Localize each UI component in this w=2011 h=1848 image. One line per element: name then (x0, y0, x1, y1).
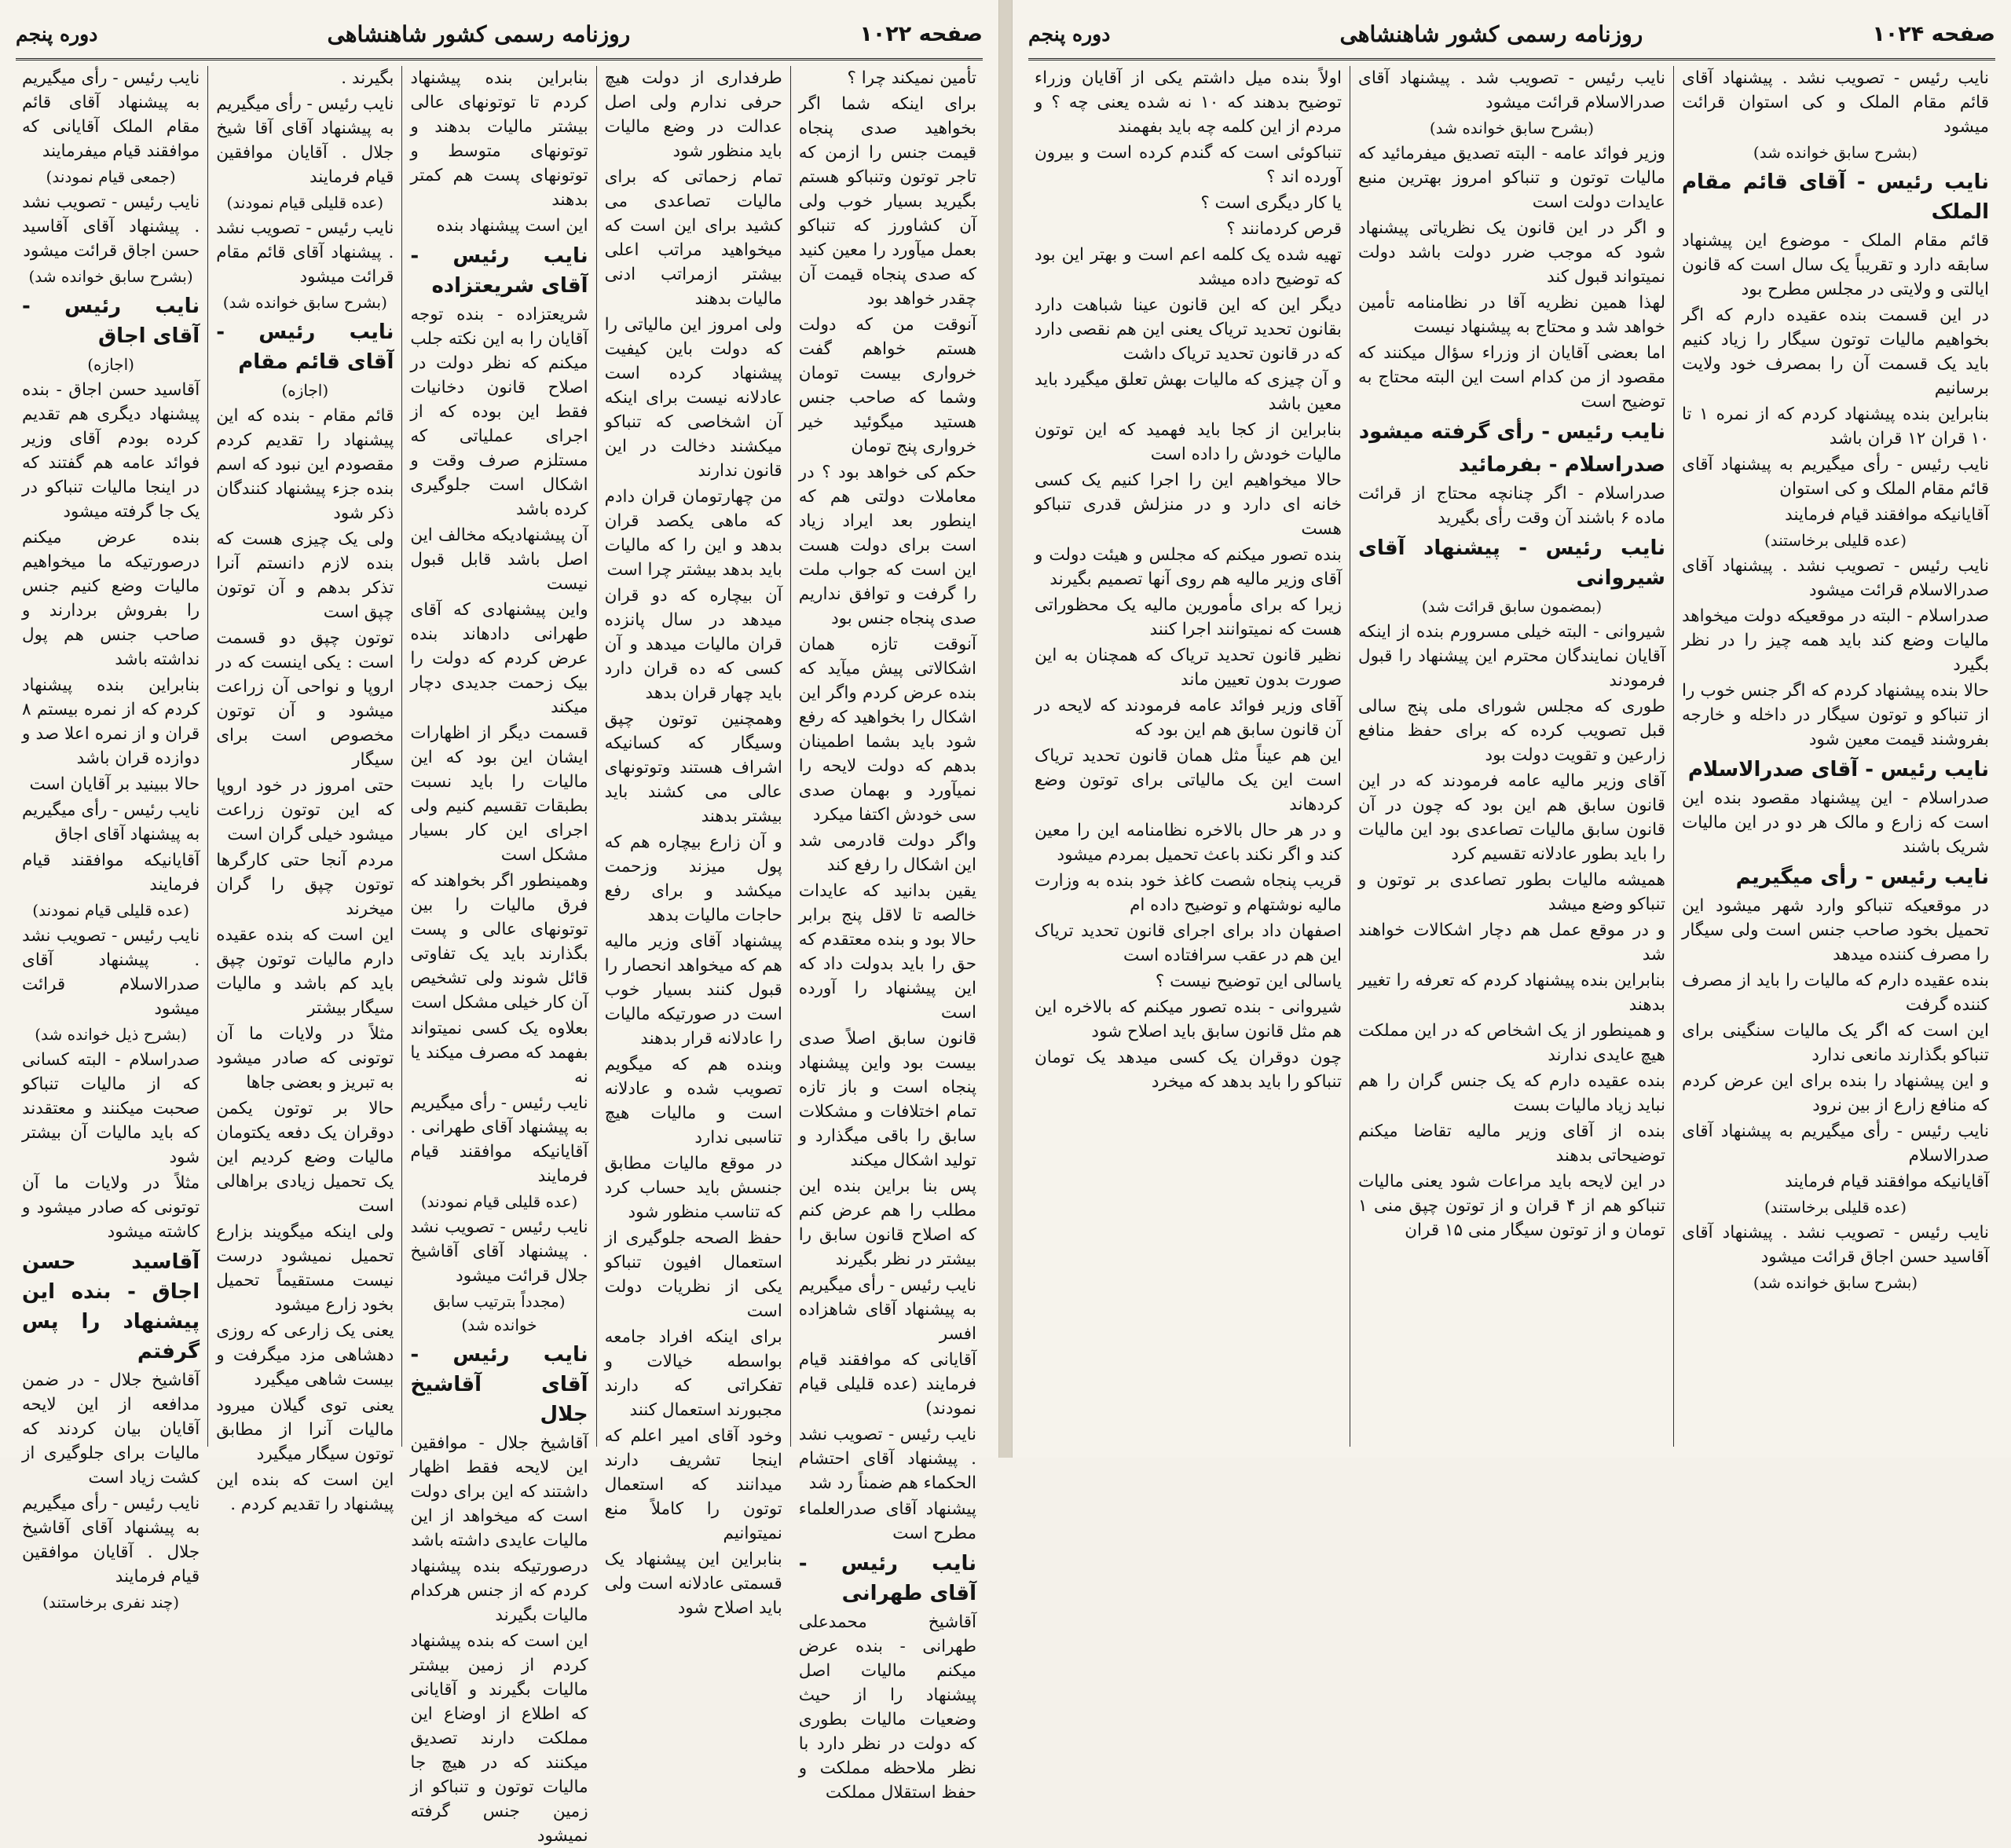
paragraph: حکم کی خواهد بود ؟ در معاملات دولتی هم که اینطور بعد ایراد زیاد است برای دولت هست این است که جواب ملت را گرفت و توافق نداریم صدی پنجاه جنس بود (798, 463, 976, 628)
paragraph: نایب رئیس - تصویب نشد . پیشنهاد آقای صدرالاسلام قرائت میشود (1682, 556, 1989, 600)
paragraph: وزیر فوائد عامه - البته تصدیق میفرمائید که مالیات توتون و تنباکو امروز بهترین منبع عایدات دولت است (1358, 144, 1665, 212)
text-column (790, 66, 984, 1802)
paragraph: یقین بدانید که عایدات خالصه تا لاقل پنج برابر حالا بود و بنده معتقدم که حق را باید بدولت داد که این پیشنهاد را آورده است (798, 881, 976, 1023)
paragraph: آنوقت من که دولت هستم خواهم گفت خرواری بیست تومان وشما که صاحب جنس هستید میگوئید خیر خرواری پنج تومان (798, 315, 976, 456)
speaker-line: نایب رئیس - پیشنهاد آقای شیروانی (1358, 536, 1665, 590)
paragraph: طرفداری از دولت هیچ حرفی ندارم ولی اصل عدالت در وضع مالیات باید منظور شود (604, 68, 782, 161)
procedural-note: (عده قلیلی برخاستند) (1764, 531, 1907, 550)
paragraph: توتون چپق دو قسمت است : یکی اینست که در اروپا و نواحی آن زراعت میشود و آن توتون مخصوص است برای سیگار (216, 628, 394, 770)
paragraph: ولی یک چیزی هست که بنده لازم دانستم آنرا تذکر بدهم و آن توتون چپق است (216, 529, 394, 622)
paragraph: پیشنهاد آقای صدرالعلماء مطرح است (798, 1499, 976, 1543)
procedural-note: (مجدداً بترتیب سابق خوانده شد) (433, 1292, 566, 1334)
paragraph: وبنده هم که میگویم تصویب شده و عادلانه است و مالیات هیچ تناسبی ندارد (604, 1055, 782, 1147)
text-column (1673, 66, 1997, 1447)
text-column (596, 66, 790, 1618)
paragraph: نایب رئیس - رأی میگیریم به پیشنهاد آقای اجاق (21, 800, 200, 844)
paragraph: و در هر حال بالاخره نظامنامه این را معین کند و اگر نکند باعث تحمیل بمردم میشود (1035, 821, 1342, 865)
paragraph: و اگر در این قانون یک نظریاتی پیشنهاد شود که موجب ضرر دولت باشد دولت نمیتواند قبول کند (1358, 218, 1665, 287)
paragraph: نایب رئیس - تصویب نشد . پیشنهاد آقای آقاسید حسن اجاق قرائت میشود (1682, 1223, 1989, 1267)
paragraph: قسمت دیگر از اظهارات ایشان این بود که این مالیات را باید نسبت بطبقات تقسیم کنیم ولی اجرای این کار بسیار مشکل است (410, 723, 588, 865)
paragraph: لهذا همین نظریه آقا در نظامنامه تأمین خواهد شد و محتاج به پیشنهاد نیست (1358, 293, 1665, 337)
newspaper-title: روزنامه رسمی کشور شاهنشاهی (327, 20, 631, 47)
page-number: صفحه ۱۰۲۲ (859, 21, 983, 46)
paragraph: نایب رئیس - رأی میگیریم به پیشنهاد آقای طهرانی . آقایانیکه موافقند قیام فرمایند (410, 1093, 588, 1186)
paragraph: بنابراین بنده پیشنهاد کردم تا توتونهای عالی بیشتر مالیات بدهند و توتونهای متوسط و توتونهای پست هم کمتر بدهند (410, 68, 588, 210)
paragraph: قانون سابق اصلاً صدی بیست بود واین پیشنهاد پنجاه است و باز تازه تمام اختلافات و مشکلات سابق را باقی میگذارد و تولید اشکال میکند (798, 1029, 976, 1170)
paragraph: یا کار دیگری است ؟ (1200, 193, 1342, 213)
paragraph: واگر دولت قادرمی شد این اشکال را رفع کند (798, 831, 976, 875)
paragraph: وهمینطور اگر بخواهند که فرق مالیات را بین توتونهای عالی و پست بگذارند باید یک تفاوتی قائل شوند ولی تشخیص آن کار خیلی مشکل است (410, 871, 588, 1012)
paragraph: صدراسلام - اگر چنانچه محتاج از قرائت ماده ۶ باشند آن وقت رأی بگیرید (1358, 484, 1665, 528)
procedural-note: (اجازه) (281, 381, 329, 400)
paragraph: نایب رئیس - تصویب نشد . پیشنهاد آقای احتشام الحکماء هم ضمناً رد شد (798, 1425, 976, 1493)
paragraph: بگیرند . (341, 68, 394, 88)
paragraph: بنابراین بنده پیشنهاد کردم که از نمره ۱ تا ۱۰ قران ۱۲ قران باشد (1682, 404, 1990, 448)
paragraph: قائم مقام الملک - موضوع این پیشنهاد سابقه دارد و تقریباً یک سال است که قانون ایالتی و ولایتی در مجلس مطرح بود (1682, 231, 1989, 299)
procedural-note: (بمضمون سابق قرائت شد) (1421, 597, 1603, 616)
speaker-line: نایب رئیس - آقای طهرانی (798, 1552, 976, 1605)
paragraph: آقایانیکه موافقند قیام فرمایند (21, 851, 200, 895)
paragraph: آقایانی که موافقند قیام فرمایند (عده قلیلی قیام نمودند) (798, 1350, 976, 1418)
period-label: دوره پنجم (16, 22, 98, 46)
page-header (16, 9, 983, 60)
paragraph: این است پیشنهاد بنده (436, 216, 588, 236)
paragraph: در این قسمت بنده عقیده دارم که اگر بخواهیم مالیات توتون سیگار را زیاد کنیم باید یک قسمت آن را بمصرف خود ولایت برسانیم (1682, 306, 1989, 398)
paragraph: بعلاوه یک کسی نمیتواند بفهمد که مصرف میکند یا نه (410, 1019, 588, 1087)
paragraph: بنده عقیده دارم که مالیات را باید از مصرف کننده گرفت (1682, 971, 1989, 1015)
paragraph: و همینطور از یک اشخاص که در این مملکت هیچ عایدی ندارند (1358, 1021, 1665, 1065)
paragraph: اما بعضی آقایان از وزراء سؤال میکنند که مقصود از من کدام است این البته محتاج به توضیح است (1358, 343, 1665, 412)
paragraph: نایب رئیس - تصویب نشد . پیشنهاد آقای آقاسید حسن اجاق قرائت میشود (21, 192, 200, 261)
speaker-line: نایب رئیس - آقای شریعتزاده (410, 244, 588, 298)
paragraph: چون دوقران یک کسی میدهد یک تومان تنباکو را باید بدهد که میخرد (1035, 1048, 1342, 1092)
paragraph: وخود آقای امیر اعلم که اینجا تشریف دارند میدانند که استعمال توتون را کاملاً منع نمیتوانیم (604, 1426, 782, 1543)
procedural-note: (بشرح سابق خوانده شد) (28, 267, 193, 286)
procedural-note: (عده قلیلی قیام نمودند) (226, 193, 384, 212)
paragraph: آقای وزیر فوائد عامه فرمودند که لایحه در آن قانون سابق هم این بود که (1035, 696, 1342, 740)
paragraph: این است که بنده عقیده دارم مالیات توتون چپق باید کم باشد و مالیات سیگار بیشتر (216, 925, 394, 1018)
paragraph: تهیه شده یک کلمه اعم است و بهتر این بود که توضیح داده میشد (1035, 245, 1342, 289)
paragraph: یاسالی این توضیح نیست ؟ (1155, 972, 1342, 991)
paragraph: آقاشیخ جلال - در ضمن مدافعه از این لایحه آقایان بیان کردند که مالیات برای جلوگیری از کشت زیاد است (21, 1370, 200, 1488)
paragraph: نظیر قانون تحدید تریاک که همچنان به این صورت بدون تعیین ماند (1035, 646, 1342, 690)
paragraph: و آن زارع بیچاره هم که پول میزند وزحمت میکشد و برای رفع حاجات مالیات بدهد (604, 833, 782, 925)
paragraph: بنابراین از کجا باید فهمید که این توتون مالیات خودش را داده است (1035, 420, 1342, 464)
paragraph: بنده عرض میکنم درصورتیکه ما میخواهیم مالیات وضع کنیم جنس را بفروش بردارند و صاحب جنس هم پول نداشته باشد (21, 528, 200, 669)
paragraph: نایب رئیس - تصویب نشد . پیشنهاد آقای آقاشیخ جلال قرائت میشود (410, 1217, 588, 1286)
paragraph: آقایانیکه موافقند قیام فرمایند (1785, 1172, 1989, 1191)
procedural-note: (چند نفری برخاستند) (42, 1593, 180, 1612)
paragraph: صدراسلام - البته در موقعیکه دولت میخواهد مالیات وضع کند باید همه چیز را در نظر بگیرد (1682, 606, 1989, 675)
paragraph: یعنی توی گیلان میرود مالیات آنرا از مطابق توتون سیگار میگیرد (216, 1396, 394, 1464)
paragraph: آن بیچاره که دو قران میدهد در سال پانزده قران مالیات میدهد و آن کسی که ده قران دارد باید چهار قران بدهد (604, 586, 782, 703)
paragraph: وهمچنین توتون چپق وسیگار که کسانیکه اشراف هستند وتوتونهای عالی می کشند باید بیشتر بدهند (604, 709, 782, 826)
paragraph: این هم عیناً مثل همان قانون تحدید تریاک است این یک مالیاتی برای توتون وضع کردهاند (1035, 746, 1342, 814)
paragraph: حالا ببینید بر آقایان است (29, 774, 200, 794)
paragraph: پیشنهاد آقای وزیر مالیه هم که میخواهد انحصار را قبول کنند بسیار خوب است در صورتیکه مالیات را عادلانه قرار بدهند (604, 931, 782, 1048)
page-number: صفحه ۱۰۲۴ (1872, 21, 1995, 46)
paragraph: شریعتزاده - بنده توجه آقایان را به این نکته جلب میکنم که نظر دولت در اصلاح قانون دخانیات فقط این بوده که از اجرای عملیاتی که مستلزم صرف وقت و اشکال است جلوگیری کرده باشد (410, 305, 588, 519)
paragraph: دیگر این که این قانون عینا شباهت دارد بقانون تحدید تریاک یعنی این هم نقصی دارد که در قانون تحدید تریاک داشت (1035, 295, 1342, 364)
paragraph: صدراسلام - این پیشنهاد مقصود بنده این است که زارع و مالک هر دو در این مالیات شریک باشند (1682, 789, 1989, 857)
paragraph: حتی امروز در خود اروپا که این توتون زراعت میشود خیلی گران است (216, 776, 394, 844)
text-columns (1027, 66, 1997, 1447)
paragraph: نایب رئیس - رأی میگیریم به پیشنهاد آقای قائم مقام الملک و کی استوان (1682, 455, 1989, 499)
paragraph: نایب رئیس - تصویب شد . پیشنهاد آقای صدرالاسلام قرائت میشود (1358, 68, 1665, 112)
paragraph: زیرا که برای مأمورین مالیه یک محظوراتی هست که نمیتوانند اجرا کنند (1035, 595, 1342, 639)
paragraph: حالا بنده پیشنهاد کردم که اگر جنس خوب را از تنباکو و توتون سیگار در داخله و خارجه بفروشند قیمت معین شود (1682, 681, 1989, 749)
paragraph: مردم آنجا حتی کارگرها توتون چپق را گران میخرند (216, 851, 394, 919)
paragraph: حالا بر توتون یکمن دوقران یک دفعه یکتومان مالیات وضع کردیم این یک تحمیل زیادی براهالی است (216, 1099, 394, 1216)
paragraph: آقاشیخ جلال - موافقین این لایحه فقط اظهار داشتند که این برای دولت است که میخواهد از این مالیات عایدی داشته باشد (410, 1433, 588, 1550)
paragraph: قرص کردمانند ؟ (1226, 219, 1342, 239)
paragraph: پس بنا براین بنده این مطلب را هم عرض کنم که اصلاح قانون سابق را بیشتر در نظر بگیرند (798, 1176, 976, 1269)
procedural-note: (جمعی قیام نمودند) (46, 167, 176, 186)
paragraph: نایب رئیس - رأی میگیریم به پیشنهاد آقای آقاشیخ جلال . آقایان موافقین قیام فرمایند (21, 1494, 200, 1586)
paragraph: قائم مقام - بنده که این پیشنهاد را تقدیم کردم مقصودم این نبود که اسم بنده جزء پیشنهاد کنندگان ذکر شود (216, 406, 394, 523)
paragraph: این است که اگر یک مالیات سنگینی برای تنباکو بگذارند مانعی ندارد (1682, 1021, 1989, 1065)
text-columns (14, 66, 984, 1846)
text-column (14, 66, 207, 1612)
text-column (1027, 66, 1350, 1447)
paragraph: یعنی یک زارعی که روزی دهشاهی مزد میگرفت و بیست شاهی میگیرد (216, 1321, 394, 1389)
paragraph: و آن چیزی که مالیات بهش تعلق میگیرد باید معین باشد (1035, 370, 1342, 414)
paragraph: ولی امروز این مالیاتی را که دولت باین کیفیت پیشنهاد کرده است عادلانه نیست برای اینکه آن اشخاصی که تنباکو میکشند دخالت در این قانون ندارند (604, 315, 782, 481)
text-column (401, 66, 595, 1846)
paragraph: اصفهان داد برای اجرای قانون تحدید تریاک این هم در عقب سرافتاده است (1035, 921, 1342, 965)
paragraph: در موقعیکه تنباکو وارد شهر میشود این تحمیل بخود صاحب جنس است ولی سیگار را مصرف کننده میدهد (1682, 896, 1989, 964)
page-header (1028, 9, 1995, 60)
speaker-line: نایب رئیس - رأی میگیریم (1735, 865, 1989, 889)
paragraph: آقاسید حسن اجاق - بنده پیشنهاد دیگری هم تقدیم کرده بودم آقای وزیر فوائد عامه هم گفتند که در اینجا مالیات تنباکو در یک جا گرفته میشود (21, 380, 200, 521)
paragraph: آن پیشنهادیکه مخالف این اصل باشد قابل قبول نیست (410, 525, 588, 594)
paragraph: در موقع مالیات مطابق جنسش باید حساب کرد که تناسب منظور شود (604, 1154, 782, 1222)
paragraph: نایب رئیس - تصویب نشد . پیشنهاد آقای صدرالاسلام قرائت میشود (21, 926, 200, 1019)
speaker-line: نایب رئیس - آقای قائم مقام الملک (1682, 170, 1989, 224)
paragraph: اولاً بنده میل داشتم یکی از آقایان وزراء توضیح بدهند که ۱۰ نه شده یعنی چه ؟ و مردم از این کلمه چه باید بفهمند (1035, 68, 1342, 137)
paragraph: درصورتیکه بنده پیشنهاد کردم که از جنس هرکدام مالیات بگیرند (410, 1557, 588, 1625)
paragraph: قریب پنجاه شصت کاغذ خود بنده به وزارت مالیه نوشتهام و توضیح داده ام (1035, 871, 1342, 915)
speaker-line: نایب رئیس - رأی گرفته میشود (1358, 420, 1665, 444)
paragraph: بنابراین این پیشنهاد یک قسمتی عادلانه است ولی باید اصلاح شود (604, 1550, 782, 1618)
paragraph: مثلاً در ولایات ما آن توتونی که صادر میشود و کاشته میشود (21, 1173, 200, 1242)
procedural-note: (عده قلیلی قیام نمودند) (420, 1192, 578, 1211)
procedural-note: (عده قلیلی قیام نمودند) (32, 901, 189, 920)
paragraph: حالا میخواهیم این را اجرا کنیم یک کسی خانه ای دارد و در منزلش قدری تنباکو هست (1035, 470, 1342, 539)
paragraph: آقاشیخ محمدعلی طهرانی - بنده عرض میکنم مالیات اصل پیشنهاد را از حیث وضعیات مالیات بطوری که دولت در نظر دارد با نظر ملاحظه مملکت و حفظ استقلال مملکت (798, 1612, 976, 1802)
paragraph: تأمین نمیکند چرا ؟ (847, 68, 976, 88)
text-column (1350, 66, 1673, 1447)
paragraph: طوری که مجلس شورای ملی پنج سالی قبل تصویب کرده که برای حفظ منافع زارعین و تقویت دولت بود (1358, 697, 1665, 765)
paragraph: و در موقع عمل هم دچار اشکالات خواهند شد (1358, 920, 1665, 964)
paragraph: بنده از آقای وزیر مالیه تقاضا میکنم توضیحاتی بدهند (1358, 1122, 1665, 1166)
paragraph: حفظ الصحه جلوگیری از استعمال افیون تنباکو یکی از نظریات دولت است (604, 1228, 782, 1321)
procedural-note: (عده قلیلی برخاستند) (1764, 1198, 1907, 1217)
paragraph: برای اینکه افراد جامعه بواسطه خیالات و تفکراتی که دارند مجبورند استعمال کنند (604, 1327, 782, 1420)
paragraph: آقای وزیر مالیه عامه فرمودند که در این قانون سابق هم این بود که چون در آن قانون سابق مالیات تصاعدی بود این مالیات را باید بطور عادلانه تقسیم کرد (1358, 771, 1665, 864)
paragraph: بنابراین بنده پیشنهاد کردم که از نمره بیستم ۸ قران و از نمره اعلا صد و دوازده قران باشد (21, 675, 200, 768)
procedural-note: (اجازه) (87, 355, 134, 374)
text-column (207, 66, 401, 1514)
speaker-line: صدراسلام - بفرمائید (1458, 453, 1665, 477)
procedural-note: (بشرح ذیل خوانده شد) (35, 1025, 187, 1044)
paragraph: آقایانیکه موافقند قیام فرمایند (1785, 505, 1989, 525)
paragraph: نایب رئیس - رأی میگیریم به پیشنهاد آقای آقا شیخ جلال . آقایان موافقین قیام فرمایند (216, 94, 394, 187)
paragraph: نایب رئیس - رأی میگیریم به پیشنهاد آقای قائم مقام الملک آقایانی که موافقند قیام میفرمایند (21, 68, 200, 161)
paragraph: در این لایحه باید مراعات شود یعنی مالیات تنباکو هم از ۴ قران و از توتون چپق منی ۱ تومان و از توتون سیگار منی ۱۵ قران (1358, 1172, 1666, 1240)
paragraph: بنده تصور میکنم که مجلس و هیئت دولت و آقای وزیر مالیه هم روی آنها تصمیم بگیرند (1035, 545, 1342, 589)
procedural-note: (بشرح سابق خوانده شد) (222, 293, 387, 312)
procedural-note: (بشرح سابق خوانده شد) (1753, 1273, 1918, 1292)
speaker-line: نایب رئیس - آقای صدرالاسلام (1687, 758, 1989, 781)
paragraph: نایب رئیس - رأی میگیریم به پیشنهاد آقای شاهزاده افسر (798, 1275, 976, 1344)
procedural-note: (بشرح سابق خوانده شد) (1429, 119, 1595, 137)
paragraph: این است که بنده پیشنهاد کردم از زمین بیشتر مالیات بگیرند و آقایانی که اطلاع از اوضاع این مملکت دارند تصدیق میکنند که در هیچ جا مالیات توتون و تنباکو از زمین جنس گرفته نمیشود (410, 1631, 588, 1846)
paragraph: من چهارتومان قران دادم که ماهی یکصد قران بدهد و این را که مالیات باید بدهد بیشتر چرا است (604, 487, 782, 580)
paragraph: واین پیشنهادی که آقای طهرانی دادهاند بنده عرض کردم که دولت را بیک زحمت جدیدی دچار میکند (410, 600, 588, 717)
period-label: دوره پنجم (1028, 22, 1111, 46)
speaker-line: آقاسید حسن اجاق - بنده این پیشنهاد را پس گرفتم (21, 1250, 200, 1363)
paragraph: شیروانی - بنده تصور میکنم که بالاخره این هم مثل قانون سابق باید اصلاح شود (1035, 997, 1342, 1041)
newspaper-page-1024 (1012, 0, 2011, 1458)
paragraph: آنوقت تازه همان اشکالاتی پیش میآید که بنده عرض کردم واگر این اشکال را بخواهید که رفع شود باید بشما اطمینان بدهم که دولت لایحه را نمیآورد و بهمان صدی سی خودش اکتفا میکرد (798, 635, 976, 825)
paragraph: نایب رئیس - تصویب نشد . پیشنهاد آقای قائم مقام الملک و کی استوان قرائت میشود (1682, 68, 1989, 137)
paragraph: تنباکوئی است که گندم کرده است و بیرون آورده اند ؟ (1035, 143, 1342, 187)
speaker-line: نایب رئیس - آقای اجاق (21, 295, 200, 348)
paragraph: ولی اینکه میگویند بزارع تحمیل نمیشود درست نیست مستقیماً تحمیل بخود زارع میشود (216, 1222, 394, 1315)
paragraph: همیشه مالیات بطور تصاعدی بر توتون و تنباکو وضع میشد (1358, 870, 1665, 914)
procedural-note: (بشرح سابق خوانده شد) (1753, 143, 1918, 162)
paragraph: شیروانی - البته خیلی مسرورم بنده از اینکه آقایان نمایندگان محترم این پیشنهاد را قبول فرمودند (1358, 622, 1665, 690)
paragraph: بنابراین بنده پیشنهاد کردم که تعرفه را تغییر بدهند (1358, 971, 1665, 1015)
paragraph: و این پیشنهاد را بنده برای این عرض کردم که منافع زارع از بین نرود (1682, 1071, 1989, 1115)
newspaper-page-1022 (0, 0, 999, 1846)
page-gutter (999, 0, 1012, 1458)
newspaper-title: روزنامه رسمی کشور شاهنشاهی (1339, 20, 1643, 47)
paragraph: صدراسلام - البته کسانی که از مالیات تنباکو صحبت میکنند و معتقدند که باید مالیات آن بیشتر شود (21, 1050, 200, 1167)
paragraph: نایب رئیس - تصویب نشد . پیشنهاد آقای قائم مقام قرائت میشود (216, 218, 394, 287)
paragraph: مثلاً در ولایات ما آن توتونی که صادر میشود به تبریز و بعضی جاها (216, 1024, 394, 1092)
paragraph: برای اینکه شما اگر بخواهید صدی پنجاه قیمت جنس را ازمن که تاجر توتون وتنباکو هستم بگیرید بسیار خوب ولی آن کشاورز که تنباکو بعمل میآورد را معین کنید که صدی پنجاه قیمت آن چقدر خواهد بود (798, 94, 976, 309)
paragraph: تمام زحماتی که برای مالیات تصاعدی می کشید برای این است که میخواهید مراتب اعلی بیشتر ازمراتب ادنی مالیات بدهند (604, 167, 782, 309)
speaker-line: نایب رئیس - آقای آقاشیخ جلال (410, 1343, 588, 1426)
speaker-line: نایب رئیس - آقای قائم مقام (216, 320, 394, 374)
paragraph: نایب رئیس - رأی میگیریم به پیشنهاد آقای صدرالاسلام (1682, 1122, 1989, 1166)
paragraph: این است که بنده این پیشنهاد را تقدیم کردم . (216, 1470, 394, 1514)
paragraph: بنده عقیده دارم که یک جنس گران را هم نباید زیاد مالیات بست (1358, 1071, 1665, 1115)
